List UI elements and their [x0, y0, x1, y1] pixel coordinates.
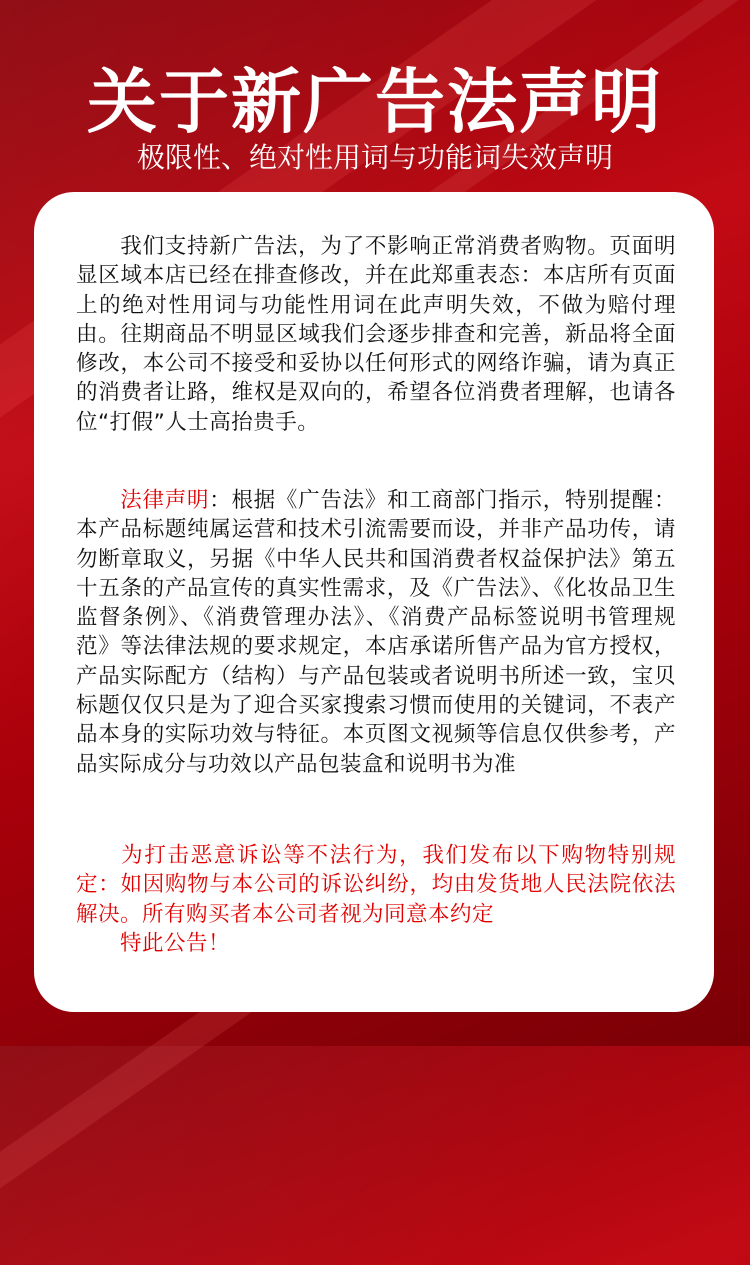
notice-text: 特此公告！ — [120, 930, 231, 956]
legal-text: ：根据《广告法》和工商部门指示，特别提醒：本产品标题纯属运营和技术引流需要而设，并非产品功传，请勿断章取义，另据《中华人民共和国消费者权益保护法》第五十五条的产品宣传的真实性需求，及《广告法》、《化妆品卫生监督条例》、《消费管理办法》、《消费产品标签说明书管理规范》等法律法规的要求规定，本店承诺所售产品为官方授权，产品实际配方（结构）与产品包装或者说明书所述一致，宝贝标题仅仅只是为了迎合买家搜索习惯而使用的关键词，不表产品本身的实际功效与特征。本页图文视频等信息仅供参考，产品实际成分与功效以产品包装盒和说明书为准 — [76, 488, 676, 777]
special-rules-text: 为打击恶意诉讼等不法行为，我们发布以下购物特别规定：如因购物与本公司的诉讼纠纷，均由发货地人民法院依法解决。所有购买者本公司者视为同意本约定 — [76, 843, 676, 927]
legal-label: 法律声明 — [120, 488, 210, 513]
statement-card — [34, 192, 714, 1012]
page-subtitle: 极限性、绝对性用词与功能词失效声明 — [136, 141, 613, 174]
support-text: 我们支持新广告法，为了不影响正常消费者购物。页面明显区域本店已经在排查修改，并在此郑重表态：本店所有页面上的绝对性用词与功能性用词在此声明失效，不做为赔付理由。往期商品不明显区域我们会逐步排查和完善，新品将全面修改，本公司不接受和妥协以任何形式的网络诈骗，请为真正的消费者让路，维权是双向的，希望各位消费者理解，也请各位“打假”人士高抬贵手。 — [76, 234, 676, 435]
page-title: 关于新广告法声明 — [87, 61, 663, 143]
special-rules-paragraph — [76, 841, 676, 958]
legal-paragraph — [76, 486, 676, 779]
support-paragraph — [76, 232, 676, 437]
